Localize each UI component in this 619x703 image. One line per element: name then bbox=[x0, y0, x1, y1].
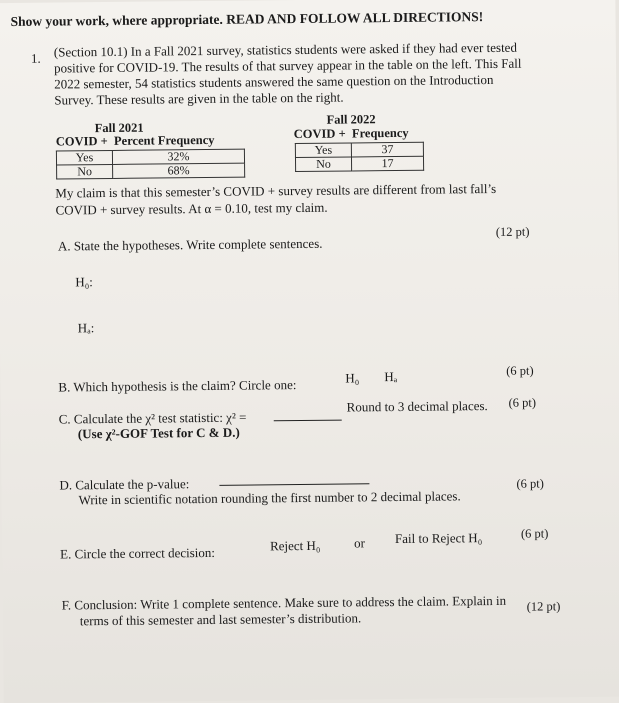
table-2021-header bbox=[56, 133, 215, 150]
page-header: Show your work, where appropriate. READ AND FOLLOW ALL DIRECTIONS! bbox=[10, 9, 484, 30]
claim-line-2: COVID + survey results. At α = 0.10, test my claim. bbox=[55, 199, 328, 218]
table-cell: Yes bbox=[295, 143, 351, 158]
claim-option-h0[interactable]: H₀ bbox=[345, 370, 360, 386]
table-2022-header bbox=[294, 126, 409, 142]
question-intro: (Section 10.1) In a Fall 2021 survey, statistics students were asked if they had ever tested positive for COVID-19. The results of that survey appear in the table on the left. This Fall 2022 semester, 54 statistics students answered the same question on the Introduction Survey. These results are given in the table on the right. bbox=[53, 39, 522, 108]
decision-or: or bbox=[353, 535, 365, 551]
decision-fail-to-reject[interactable]: Fail to Reject H₀ bbox=[394, 530, 483, 547]
table-2021-col1: COVID + bbox=[55, 134, 108, 149]
table-row bbox=[57, 163, 245, 179]
table-row bbox=[295, 156, 423, 171]
part-d-text: D. Calculate the p-value: bbox=[59, 476, 190, 493]
part-f-points: (12 pt) bbox=[526, 599, 561, 614]
h0-label: H₀: bbox=[75, 274, 93, 290]
ha-label: Hₐ: bbox=[77, 320, 95, 336]
part-d-points: (6 pt) bbox=[516, 476, 544, 491]
part-e-points: (6 pt) bbox=[520, 526, 549, 541]
part-c-points: (6 pt) bbox=[508, 395, 537, 410]
table-cell: 17 bbox=[351, 156, 423, 171]
table-2021-title: Fall 2021 bbox=[94, 120, 144, 136]
table-row bbox=[295, 142, 423, 157]
question-number: 1. bbox=[30, 50, 41, 66]
claim-option-ha[interactable]: Hₐ bbox=[384, 368, 398, 385]
part-d-instruction: Write in scientific notation rounding the first number to 2 decimal places. bbox=[78, 488, 461, 508]
table-cell: Yes bbox=[56, 150, 112, 165]
table-cell: 68% bbox=[113, 163, 245, 178]
part-a-points: (12 pt) bbox=[495, 224, 530, 239]
table-cell: 37 bbox=[351, 142, 423, 157]
part-c-text: C. Calculate the χ² test statistic: χ² = bbox=[58, 409, 247, 427]
table-cell: 32% bbox=[112, 149, 244, 164]
part-f-line-2: terms of this semester and last semester’s distribution. bbox=[79, 610, 362, 629]
part-c-instruction: (Use χ²-GOF Test for C & D.) bbox=[77, 424, 240, 442]
table-2022-col2: Frequency bbox=[351, 125, 409, 141]
part-e-text: E. Circle the correct decision: bbox=[60, 544, 216, 562]
table-cell: No bbox=[295, 157, 351, 172]
claim-line-1: My claim is that this semester’s COVID + survey results are different from last fall’s bbox=[55, 180, 497, 201]
part-a-text: A. State the hypotheses. Write complete sentences. bbox=[57, 235, 323, 254]
table-cell: No bbox=[57, 164, 113, 179]
p-value-answer-line[interactable] bbox=[219, 483, 369, 486]
table-2022-title: Fall 2022 bbox=[326, 112, 376, 127]
part-c-rounding-note: Round to 3 decimal places. bbox=[346, 398, 488, 415]
chi-square-answer-line[interactable] bbox=[274, 420, 342, 422]
table-2021-col2: Percent Frequency bbox=[113, 132, 215, 148]
table-2022-col1: COVID + bbox=[293, 126, 346, 142]
part-b-points: (6 pt) bbox=[506, 363, 534, 378]
table-2021 bbox=[56, 149, 245, 180]
part-f-line-1: F. Conclusion: Write 1 complete sentence. Make sure to address the claim. Explain in bbox=[61, 592, 507, 613]
part-b-text: B. Which hypothesis is the claim? Circle one: bbox=[58, 377, 297, 395]
table-2022 bbox=[295, 142, 424, 172]
decision-reject[interactable]: Reject H₀ bbox=[269, 537, 321, 554]
